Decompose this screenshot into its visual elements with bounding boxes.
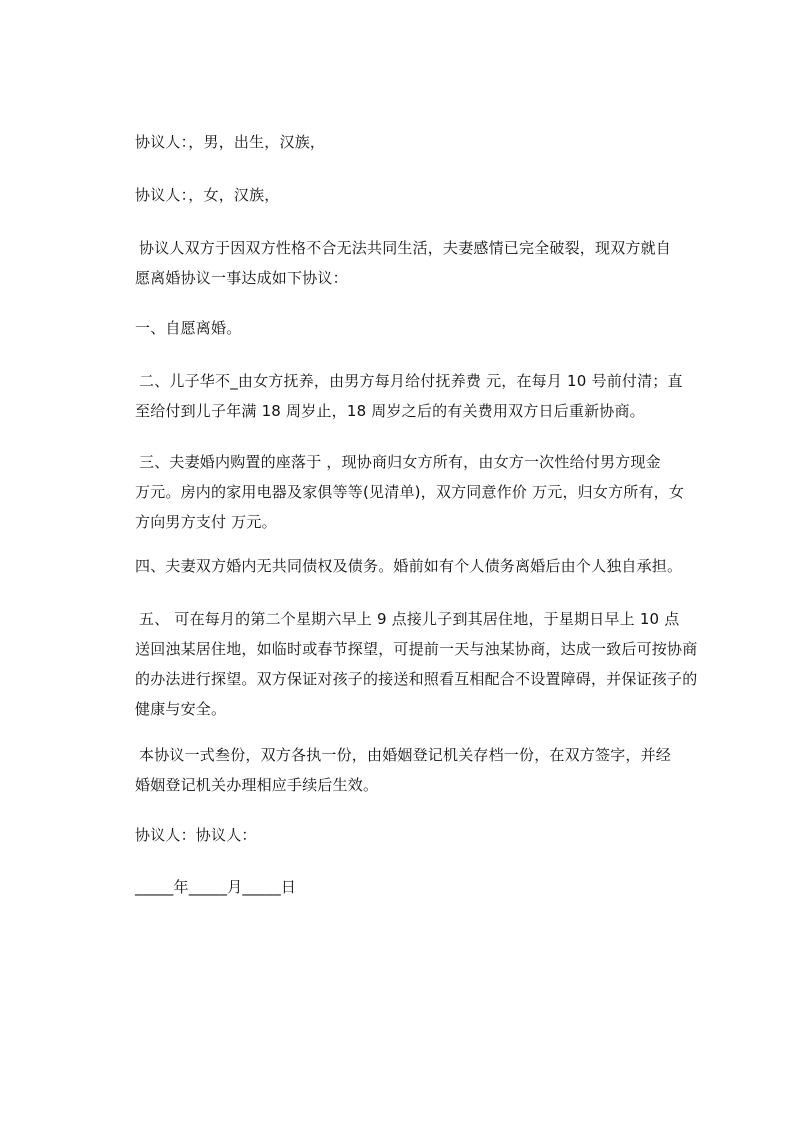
clause-2-line: 至给付到儿子年满 18 周岁止，18 周岁之后的有关费用双方日后重新协商。 (135, 402, 645, 420)
clause-5-line: 送回浊某居住地，如临时或春节探望，可提前一天与浊某协商，达成一致后可按协商 (135, 640, 698, 658)
closing-line: 婚姻登记机关办理相应手续后生效。 (135, 776, 379, 794)
clause-5-line: 的办法进行探望。双方保证对孩子的接送和照看互相配合不设置障碍，并保证孩子的 (135, 670, 698, 688)
date-line: _____年_____月_____日 (135, 878, 297, 896)
closing-line: 本协议一式叁份，双方各执一份，由婚姻登记机关存档一份，在双方签字，并经 (139, 746, 672, 764)
party-male-line: 协议人：，男，出生，汉族， (135, 133, 326, 151)
signature-line: 协议人：协议人： (135, 826, 257, 844)
clause-2-paragraph (135, 366, 700, 426)
intro-line: 协议人双方于因双方性格不合无法共同生活，夫妻感情已完全破裂，现双方就自 (139, 239, 672, 257)
clause-5-line: 五、 可在每月的第二个星期六早上 9 点接儿子到其居住地，于星期日早上 10 点 (139, 610, 680, 628)
clause-5-line: 健康与安全。 (135, 700, 227, 718)
clause-3-line: 万元。房内的家用电器及家俱等等(见清单)，双方同意作价 万元，归女方所有，女 (135, 483, 685, 501)
party-female-line: 协议人：，女，汉族， (135, 186, 280, 204)
clause-5-paragraph (135, 604, 700, 724)
intro-line: 愿离婚协议一事达成如下协议： (135, 269, 348, 287)
clause-4: 四、夫妻双方婚内无共同债权及债务。婚前如有个人债务离婚后由个人独自承担。 (135, 557, 683, 575)
clause-3-line: 方向男方支付 万元。 (135, 513, 277, 531)
intro-paragraph (135, 233, 700, 293)
clause-2-line: 二、儿子华不_由女方抚养，由男方每月给付抚养费 元，在每月 10 号前付清；直 (139, 372, 683, 390)
closing-paragraph (135, 740, 700, 800)
clause-3-line: 三、夫妻婚内购置的座落于 ，现协商归女方所有，由女方一次性给付男方现金 (139, 453, 661, 471)
clause-3-paragraph (135, 447, 700, 537)
clause-1: 一、自愿离婚。 (135, 319, 242, 337)
